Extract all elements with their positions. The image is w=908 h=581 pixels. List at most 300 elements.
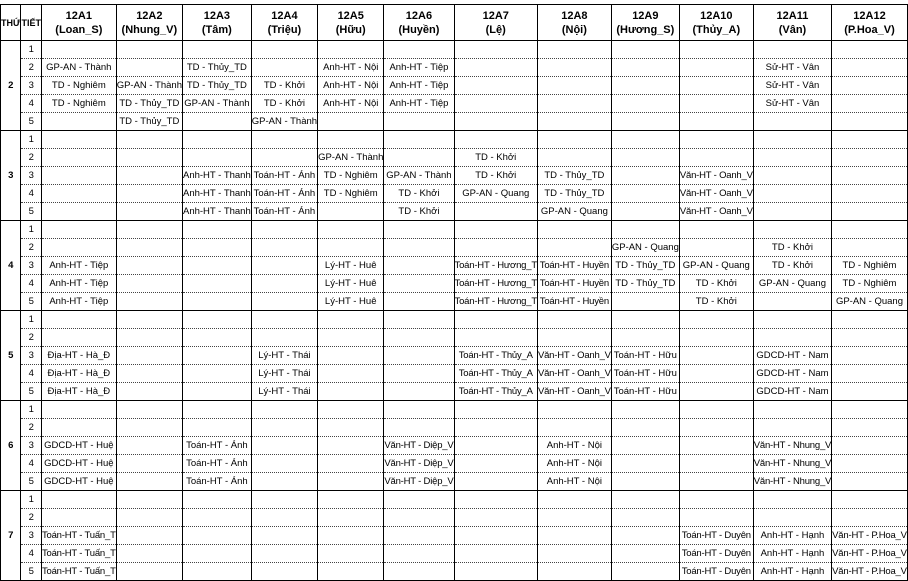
lesson-cell — [116, 527, 182, 545]
lesson-cell — [679, 77, 753, 95]
lesson-cell — [182, 329, 251, 347]
lesson-cell — [454, 527, 537, 545]
lesson-cell — [318, 383, 384, 401]
lesson-cell: Toán-HT - Duyên — [679, 545, 753, 563]
class-code: 12A4 — [271, 9, 298, 22]
lesson-cell: Anh-HT - Thanh — [182, 185, 251, 203]
lesson-cell — [611, 311, 679, 329]
lesson-cell — [182, 545, 251, 563]
lesson-cell: Sử-HT - Vân — [753, 59, 831, 77]
class-header — [753, 5, 831, 41]
period-row — [1, 365, 908, 383]
period-number: 2 — [21, 509, 42, 527]
class-header — [832, 5, 908, 41]
day-label: 7 — [1, 491, 21, 581]
lesson-cell — [116, 131, 182, 149]
period-number: 3 — [21, 347, 42, 365]
period-row — [1, 131, 908, 149]
lesson-cell — [611, 473, 679, 491]
lesson-cell: TD - Khởi — [251, 77, 317, 95]
lesson-cell — [537, 311, 611, 329]
lesson-cell — [611, 563, 679, 581]
lesson-cell: Anh-HT - Tiệp — [41, 293, 116, 311]
lesson-cell — [832, 95, 908, 113]
period-number: 2 — [21, 419, 42, 437]
lesson-cell — [611, 167, 679, 185]
lesson-cell: TD - Thủy_TD — [116, 113, 182, 131]
lesson-cell — [318, 41, 384, 59]
lesson-cell — [832, 455, 908, 473]
lesson-cell — [41, 113, 116, 131]
period-row — [1, 167, 908, 185]
lesson-cell: Toán-HT - Ánh — [251, 185, 317, 203]
lesson-cell — [753, 113, 831, 131]
lesson-cell — [384, 221, 454, 239]
class-code: 12A12 — [853, 9, 886, 22]
lesson-cell — [384, 383, 454, 401]
lesson-cell — [182, 221, 251, 239]
lesson-cell — [384, 545, 454, 563]
lesson-cell — [753, 185, 831, 203]
lesson-cell — [454, 221, 537, 239]
lesson-cell — [384, 563, 454, 581]
period-number: 1 — [21, 41, 42, 59]
lesson-cell: Toán-HT - Hữu — [611, 347, 679, 365]
lesson-cell — [679, 59, 753, 77]
lesson-cell: GDCD-HT - Nam — [753, 383, 831, 401]
lesson-cell: Anh-HT - Thanh — [182, 167, 251, 185]
class-header — [318, 5, 384, 41]
lesson-cell — [251, 563, 317, 581]
lesson-cell — [251, 59, 317, 77]
lesson-cell — [116, 509, 182, 527]
lesson-cell — [611, 545, 679, 563]
lesson-cell — [454, 509, 537, 527]
lesson-cell — [537, 329, 611, 347]
lesson-cell — [182, 149, 251, 167]
lesson-cell — [384, 239, 454, 257]
lesson-cell: GP-AN - Thành — [116, 77, 182, 95]
lesson-cell — [832, 347, 908, 365]
class-header — [41, 5, 116, 41]
lesson-cell — [182, 563, 251, 581]
lesson-cell — [454, 239, 537, 257]
lesson-cell — [318, 203, 384, 221]
lesson-cell — [318, 473, 384, 491]
lesson-cell: GP-AN - Thành — [182, 95, 251, 113]
class-teacher: (Thủy_A) — [692, 23, 741, 36]
lesson-cell — [454, 563, 537, 581]
lesson-cell: Anh-HT - Nội — [537, 437, 611, 455]
lesson-cell — [251, 509, 317, 527]
lesson-cell — [537, 221, 611, 239]
class-teacher: (Nội) — [561, 23, 587, 36]
lesson-cell — [318, 491, 384, 509]
lesson-cell: Văn-HT - Oanh_V — [679, 167, 753, 185]
lesson-cell — [182, 113, 251, 131]
lesson-cell — [832, 203, 908, 221]
lesson-cell — [182, 311, 251, 329]
lesson-cell — [182, 527, 251, 545]
lesson-cell — [454, 77, 537, 95]
period-number: 5 — [21, 293, 42, 311]
lesson-cell — [384, 311, 454, 329]
class-code: 12A5 — [337, 9, 364, 22]
lesson-cell — [832, 59, 908, 77]
period-row — [1, 95, 908, 113]
lesson-cell — [41, 185, 116, 203]
lesson-cell — [454, 401, 537, 419]
lesson-cell — [679, 491, 753, 509]
lesson-cell — [318, 113, 384, 131]
lesson-cell — [41, 311, 116, 329]
lesson-cell: Toán-HT - Ánh — [182, 473, 251, 491]
header-tiet: TIẾT — [21, 5, 42, 41]
period-row — [1, 563, 908, 581]
period-row — [1, 527, 908, 545]
lesson-cell — [318, 455, 384, 473]
class-code: 12A3 — [203, 9, 231, 22]
class-teacher: (Hương_S) — [616, 23, 675, 36]
lesson-cell — [611, 455, 679, 473]
lesson-cell — [454, 203, 537, 221]
lesson-cell — [454, 545, 537, 563]
lesson-cell — [537, 509, 611, 527]
lesson-cell: GDCD-HT - Huệ — [41, 455, 116, 473]
lesson-cell: Toán-HT - Hương_T — [454, 257, 537, 275]
lesson-cell — [454, 419, 537, 437]
lesson-cell: Văn-HT - Nhung_V — [753, 455, 831, 473]
lesson-cell: GP-AN - Quang — [679, 257, 753, 275]
lesson-cell — [384, 347, 454, 365]
lesson-cell: Toán-HT - Hữu — [611, 365, 679, 383]
lesson-cell: Toán-HT - Ánh — [251, 203, 317, 221]
lesson-cell — [251, 275, 317, 293]
lesson-cell: TD - Nghiêm — [832, 257, 908, 275]
lesson-cell — [753, 221, 831, 239]
lesson-cell — [318, 311, 384, 329]
period-row — [1, 329, 908, 347]
header-thu: THỨ — [1, 5, 21, 41]
period-row — [1, 203, 908, 221]
lesson-cell — [116, 275, 182, 293]
lesson-cell — [41, 203, 116, 221]
lesson-cell — [384, 41, 454, 59]
lesson-cell — [679, 473, 753, 491]
period-row — [1, 221, 908, 239]
period-row — [1, 401, 908, 419]
lesson-cell — [454, 329, 537, 347]
lesson-cell: TD - Thủy_TD — [537, 185, 611, 203]
period-row — [1, 293, 908, 311]
lesson-cell: Văn-HT - Oanh_V — [537, 365, 611, 383]
lesson-cell: GDCD-HT - Huệ — [41, 473, 116, 491]
lesson-cell — [251, 221, 317, 239]
lesson-cell — [182, 509, 251, 527]
class-teacher: (Vân) — [778, 23, 807, 36]
lesson-cell — [832, 167, 908, 185]
lesson-cell — [832, 365, 908, 383]
lesson-cell — [41, 509, 116, 527]
lesson-cell — [537, 95, 611, 113]
lesson-cell: Anh-HT - Nội — [537, 473, 611, 491]
lesson-cell — [832, 113, 908, 131]
period-row — [1, 419, 908, 437]
lesson-cell: TD - Khởi — [679, 275, 753, 293]
lesson-cell — [251, 293, 317, 311]
lesson-cell — [679, 329, 753, 347]
lesson-cell: GDCD-HT - Nam — [753, 347, 831, 365]
lesson-cell: Sử-HT - Vân — [753, 95, 831, 113]
lesson-cell — [679, 347, 753, 365]
class-header — [611, 5, 679, 41]
lesson-cell — [116, 419, 182, 437]
day-label: 6 — [1, 401, 21, 491]
lesson-cell — [116, 185, 182, 203]
lesson-cell — [537, 41, 611, 59]
lesson-cell — [537, 401, 611, 419]
lesson-cell: Sử-HT - Vân — [753, 77, 831, 95]
lesson-cell: GP-AN - Thành — [41, 59, 116, 77]
lesson-cell: Lý-HT - Huê — [318, 293, 384, 311]
lesson-cell: Toán-HT - Tuấn_T — [41, 545, 116, 563]
class-teacher: (Lệ) — [485, 23, 506, 36]
lesson-cell — [251, 437, 317, 455]
lesson-cell — [832, 77, 908, 95]
period-number: 1 — [21, 491, 42, 509]
lesson-cell: TD - Khởi — [454, 167, 537, 185]
lesson-cell — [611, 41, 679, 59]
period-number: 5 — [21, 113, 42, 131]
class-teacher: (P.Hoa_V) — [844, 23, 895, 36]
lesson-cell — [116, 347, 182, 365]
period-number: 3 — [21, 257, 42, 275]
lesson-cell — [832, 329, 908, 347]
lesson-cell — [679, 41, 753, 59]
lesson-cell: Anh-HT - Hạnh — [753, 563, 831, 581]
lesson-cell: GDCD-HT - Huệ — [41, 437, 116, 455]
lesson-cell: Anh-HT - Tiệp — [384, 95, 454, 113]
class-header — [251, 5, 317, 41]
lesson-cell: GP-AN - Thành — [318, 149, 384, 167]
lesson-cell — [116, 257, 182, 275]
lesson-cell: TD - Nghiêm — [318, 167, 384, 185]
lesson-cell — [384, 149, 454, 167]
period-number: 3 — [21, 167, 42, 185]
lesson-cell — [182, 275, 251, 293]
period-row — [1, 347, 908, 365]
lesson-cell — [611, 185, 679, 203]
lesson-cell — [318, 545, 384, 563]
period-row — [1, 311, 908, 329]
lesson-cell — [753, 491, 831, 509]
lesson-cell: TD - Khởi — [454, 149, 537, 167]
lesson-cell: Anh-HT - Hạnh — [753, 545, 831, 563]
lesson-cell — [318, 419, 384, 437]
lesson-cell: GP-AN - Quang — [753, 275, 831, 293]
lesson-cell — [679, 455, 753, 473]
lesson-cell: TD - Thủy_TD — [611, 257, 679, 275]
lesson-cell: GP-AN - Quang — [611, 239, 679, 257]
lesson-cell — [679, 239, 753, 257]
lesson-cell — [318, 239, 384, 257]
lesson-cell — [454, 95, 537, 113]
lesson-cell — [251, 239, 317, 257]
lesson-cell: Anh-HT - Nội — [318, 59, 384, 77]
lesson-cell: Địa-HT - Hà_Đ — [41, 347, 116, 365]
lesson-cell: Toán-HT - Ánh — [182, 455, 251, 473]
class-header — [679, 5, 753, 41]
lesson-cell — [318, 401, 384, 419]
lesson-cell — [679, 401, 753, 419]
period-row — [1, 257, 908, 275]
day-label: 2 — [1, 41, 21, 131]
lesson-cell: Anh-HT - Thanh — [182, 203, 251, 221]
class-code: 12A1 — [65, 9, 92, 22]
class-code: 12A8 — [561, 9, 588, 22]
class-teacher: (Hữu) — [335, 23, 366, 36]
lesson-cell — [753, 329, 831, 347]
period-number: 1 — [21, 131, 42, 149]
period-row — [1, 59, 908, 77]
lesson-cell — [454, 59, 537, 77]
class-header — [454, 5, 537, 41]
lesson-cell — [537, 545, 611, 563]
lesson-cell: TD - Thủy_TD — [611, 275, 679, 293]
lesson-cell — [384, 527, 454, 545]
lesson-cell: Văn-HT - Diệp_V — [384, 473, 454, 491]
lesson-cell — [251, 329, 317, 347]
lesson-cell: GP-AN - Quang — [454, 185, 537, 203]
lesson-cell — [116, 473, 182, 491]
period-number: 1 — [21, 221, 42, 239]
period-number: 4 — [21, 185, 42, 203]
lesson-cell — [41, 239, 116, 257]
class-teacher: (Nhung_V) — [121, 23, 178, 36]
lesson-cell — [679, 419, 753, 437]
lesson-cell: Văn-HT - Oanh_V — [679, 185, 753, 203]
day-label: 3 — [1, 131, 21, 221]
lesson-cell: Lý-HT - Huê — [318, 257, 384, 275]
lesson-cell: Anh-HT - Tiệp — [384, 59, 454, 77]
period-number: 5 — [21, 383, 42, 401]
lesson-cell — [41, 419, 116, 437]
lesson-cell — [318, 365, 384, 383]
period-number: 1 — [21, 311, 42, 329]
lesson-cell — [454, 491, 537, 509]
lesson-cell — [753, 131, 831, 149]
period-row — [1, 185, 908, 203]
lesson-cell — [116, 59, 182, 77]
lesson-cell — [537, 419, 611, 437]
lesson-cell — [251, 131, 317, 149]
day-label: 4 — [1, 221, 21, 311]
lesson-cell — [116, 293, 182, 311]
lesson-cell — [611, 401, 679, 419]
lesson-cell: GP-AN - Quang — [537, 203, 611, 221]
lesson-cell — [116, 401, 182, 419]
lesson-cell — [537, 563, 611, 581]
lesson-cell: Toán-HT - Hương_T — [454, 275, 537, 293]
lesson-cell — [454, 455, 537, 473]
lesson-cell — [182, 365, 251, 383]
lesson-cell — [611, 329, 679, 347]
lesson-cell — [679, 221, 753, 239]
lesson-cell — [116, 329, 182, 347]
lesson-cell: Văn-HT - Diệp_V — [384, 455, 454, 473]
period-row — [1, 41, 908, 59]
lesson-cell — [318, 527, 384, 545]
lesson-cell — [318, 329, 384, 347]
period-number: 2 — [21, 239, 42, 257]
lesson-cell — [116, 563, 182, 581]
lesson-cell: TD - Nghiêm — [41, 77, 116, 95]
lesson-cell — [537, 527, 611, 545]
lesson-cell: Toán-HT - Thủy_A — [454, 365, 537, 383]
lesson-cell — [41, 221, 116, 239]
period-row — [1, 113, 908, 131]
lesson-cell — [679, 383, 753, 401]
class-header — [116, 5, 182, 41]
lesson-cell — [251, 491, 317, 509]
lesson-cell: Văn-HT - P.Hoa_V — [832, 527, 908, 545]
lesson-cell — [116, 311, 182, 329]
lesson-cell — [182, 41, 251, 59]
lesson-cell: Toán-HT - Tuấn_T — [41, 563, 116, 581]
lesson-cell — [384, 401, 454, 419]
lesson-cell — [182, 419, 251, 437]
lesson-cell — [454, 437, 537, 455]
lesson-cell — [679, 365, 753, 383]
lesson-cell: Anh-HT - Nội — [318, 95, 384, 113]
period-number: 2 — [21, 149, 42, 167]
lesson-cell: GP-AN - Quang — [832, 293, 908, 311]
lesson-cell — [116, 455, 182, 473]
lesson-cell: Lý-HT - Thái — [251, 347, 317, 365]
lesson-cell: TD - Khởi — [753, 257, 831, 275]
lesson-cell: Văn-HT - Diệp_V — [384, 437, 454, 455]
lesson-cell — [116, 491, 182, 509]
lesson-cell — [251, 41, 317, 59]
lesson-cell — [251, 473, 317, 491]
class-teacher: (Huyền) — [398, 23, 440, 36]
lesson-cell: Toán-HT - Duyên — [679, 527, 753, 545]
period-number: 4 — [21, 455, 42, 473]
day-label: 5 — [1, 311, 21, 401]
lesson-cell — [41, 401, 116, 419]
lesson-cell — [611, 527, 679, 545]
lesson-cell — [611, 113, 679, 131]
lesson-cell: Văn-HT - Oanh_V — [537, 347, 611, 365]
lesson-cell: Toán-HT - Ánh — [251, 167, 317, 185]
lesson-cell: TD - Khởi — [251, 95, 317, 113]
lesson-cell — [832, 41, 908, 59]
lesson-cell — [753, 41, 831, 59]
lesson-cell — [753, 419, 831, 437]
lesson-cell — [116, 383, 182, 401]
lesson-cell — [832, 419, 908, 437]
lesson-cell — [679, 311, 753, 329]
lesson-cell — [384, 113, 454, 131]
lesson-cell: TD - Thủy_TD — [182, 59, 251, 77]
lesson-cell — [832, 239, 908, 257]
period-number: 4 — [21, 275, 42, 293]
period-row — [1, 437, 908, 455]
lesson-cell: Toán-HT - Huyền — [537, 275, 611, 293]
lesson-cell — [384, 491, 454, 509]
period-number: 5 — [21, 563, 42, 581]
lesson-cell — [318, 563, 384, 581]
